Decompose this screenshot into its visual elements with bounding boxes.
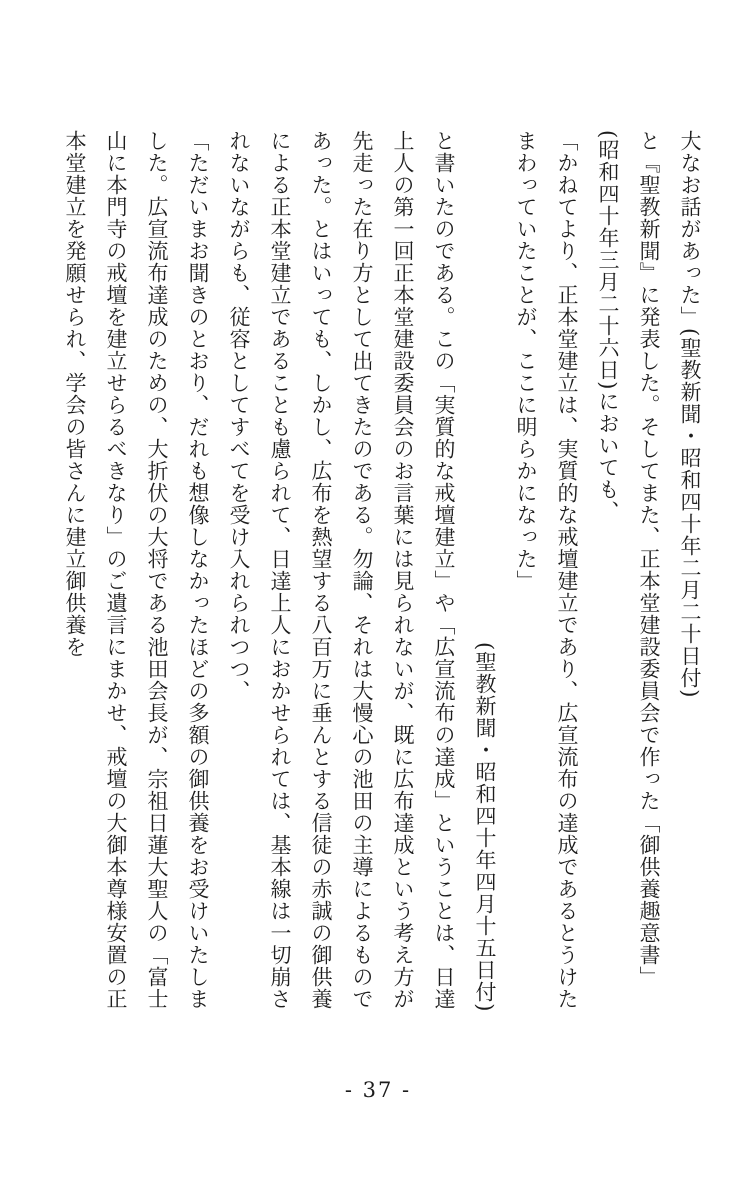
paragraph-quote-gokuyo-shuisho: 「かねてより、正本堂建立は、実質的な戒壇建立であり、広宣流布の達成であるとうけたまわっていたことが、ここに明らかになった」 — [514, 130, 579, 1010]
paragraph-source-attribution: (聖教新聞・昭和四十年四月十五日付) — [473, 641, 497, 1012]
page-number: - 37 - — [344, 1078, 412, 1102]
paragraph-body-1: と『聖教新聞』に発表した。そしてまた、正本堂建設委員会で作った「御供養趣意書」(昭和四十年三月二十六日)においても、 — [596, 130, 661, 988]
paragraph-quote-nittatsu-remarks: 「ただいまお聞きのとおり、だれも想像しなかったほどの多額の御供養をお受けいたしました。広宣流布達成のための、大折伏の大将である池田会長が、宗祖日蓮大聖人の「富士山に本門寺の戒壇を建立せらるべきなり」のご遺言にまかせ、戒壇の大御本尊様安置の正本堂建立を発願せられ、学会の皆さんに建立御供養を — [63, 130, 210, 1010]
paragraph-body-2: と書いたのである。この「実質的な戒壇建立」や「広宣流布の達成」ということは、日達上人の第一回正本堂建設委員会のお言葉には見られないが、既に広布達成という考え方が先走った在り方として出てきたのである。勿論、それは大慢心の池田の主導によるものであった。とはいっても、しかし、広布を熱望する八百万に垂んとする信徒の赤誠の御供養による正本堂建立であることも慮られて、日達上人におかせられては、基本線は一切崩されないながらも、従容としてすべてを受け入れられつつ、 — [227, 130, 456, 1010]
vertical-text-area — [48, 130, 710, 1012]
paragraph-quote-continuation: 大なお話があった」(聖教新聞・昭和四十年二月二十日付) — [678, 130, 702, 699]
